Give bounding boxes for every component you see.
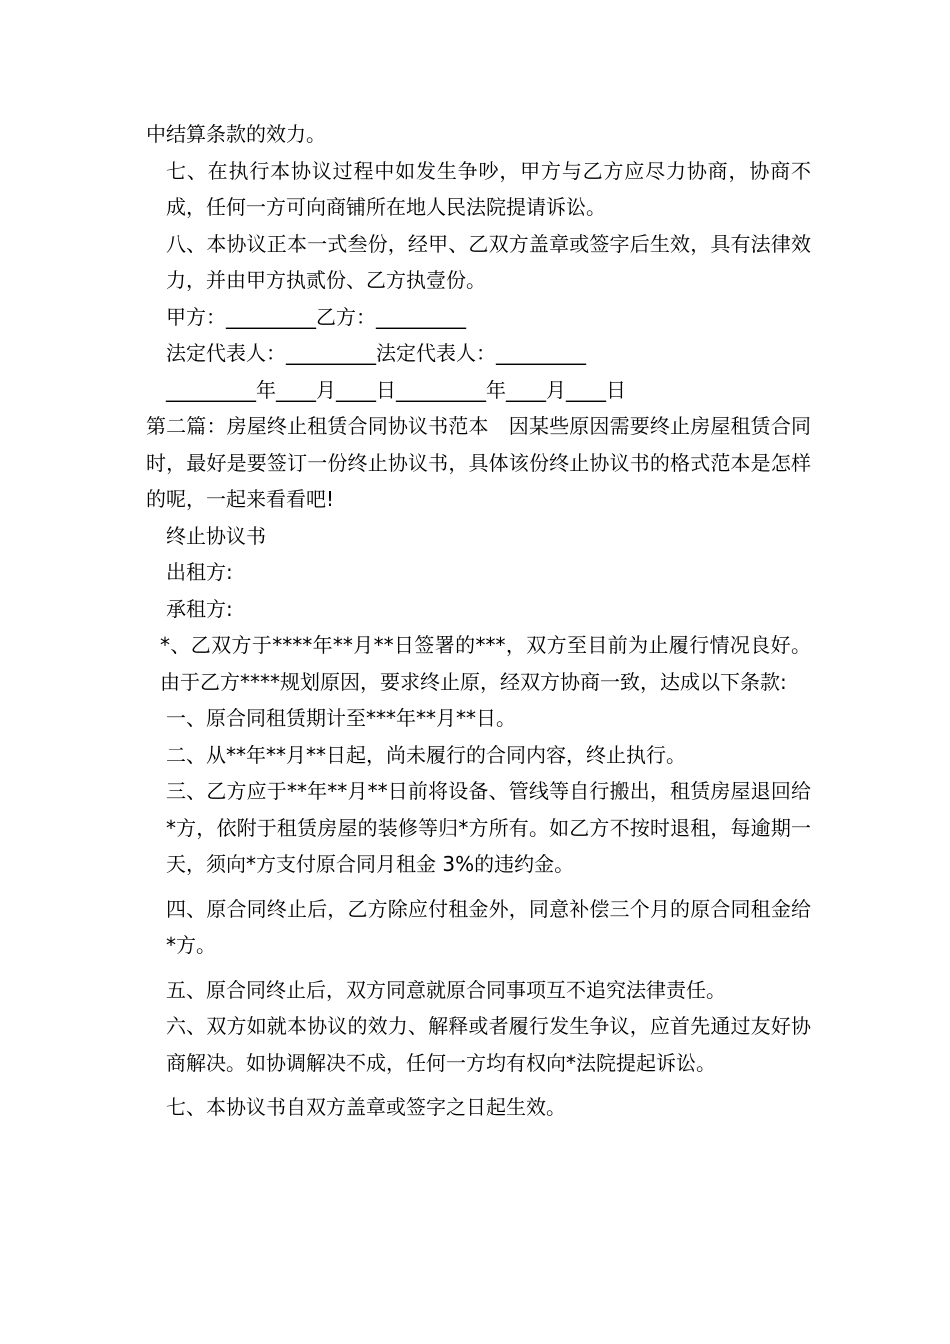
term-4: 四、原合同终止后，乙方除应付租金外，同意补偿三个月的原合同租金给*方。 bbox=[166, 896, 811, 957]
term-5: 五、原合同终止后，双方同意就原合同事项互不追究法律责任。 bbox=[166, 977, 726, 1002]
clause-7-dispute: 七、在执行本协议过程中如发生争吵，甲方与乙方应尽力协商，协商不成，任何一方可向商铺所在地人民法院提请诉讼。 bbox=[166, 158, 811, 219]
term-2: 二、从**年**月**日起，尚未履行的合同内容，终止执行。 bbox=[166, 742, 686, 767]
term-3: 三、乙方应于**年**月**日前将设备、管线等自行搬出，租赁房屋退回给*方，依附于租赁房屋的装修等归*方所有。如乙方不按时退租，每逾期一天，须向*方支付原合同月租金 3%的违约金。 bbox=[166, 779, 811, 876]
paragraph-continuation: 中结算条款的效力。 bbox=[146, 122, 326, 146]
term-6: 六、双方如就本协议的效力、解释或者履行发生争议，应首先通过友好协商解决。如协调解决不成，任何一方均有权向*法院提起诉讼。 bbox=[166, 1014, 811, 1075]
clause-8-copies: 八、本协议正本一式叁份，经甲、乙双方盖章或签字后生效，具有法律效力，并由甲方执贰份、乙方执壹份。 bbox=[166, 231, 811, 292]
agreement-title: 终止协议书 bbox=[166, 523, 266, 548]
term-7: 七、本协议书自双方盖章或签字之日起生效。 bbox=[166, 1095, 566, 1119]
signature-parties: 甲方：_________乙方：_________ bbox=[166, 304, 466, 329]
signature-representatives: 法定代表人：_________法定代表人：_________ bbox=[166, 341, 586, 365]
agreement-preamble: *、乙双方于****年**月**日签署的***，双方至目前为止履行情况良好。由于乙方****规划原因，要求终止原，经双方协商一致，达成以下条款: bbox=[160, 633, 811, 694]
document-body bbox=[146, 116, 811, 1126]
term-1: 一、原合同租赁期计至***年**月**日。 bbox=[166, 706, 516, 730]
section-2-intro: 第二篇：房屋终止租赁合同协议书范本 因某些原因需要终止房屋租赁合同时，最好是要签订一份终止协议书，具体该份终止协议书的格式范本是怎样的呢，一起来看看吧! bbox=[146, 414, 811, 511]
signature-dates: _________年____月____日_________年____月____日 bbox=[166, 377, 626, 402]
lessor-field: 出租方: bbox=[166, 560, 233, 584]
lessee-field: 承租方: bbox=[166, 596, 233, 621]
